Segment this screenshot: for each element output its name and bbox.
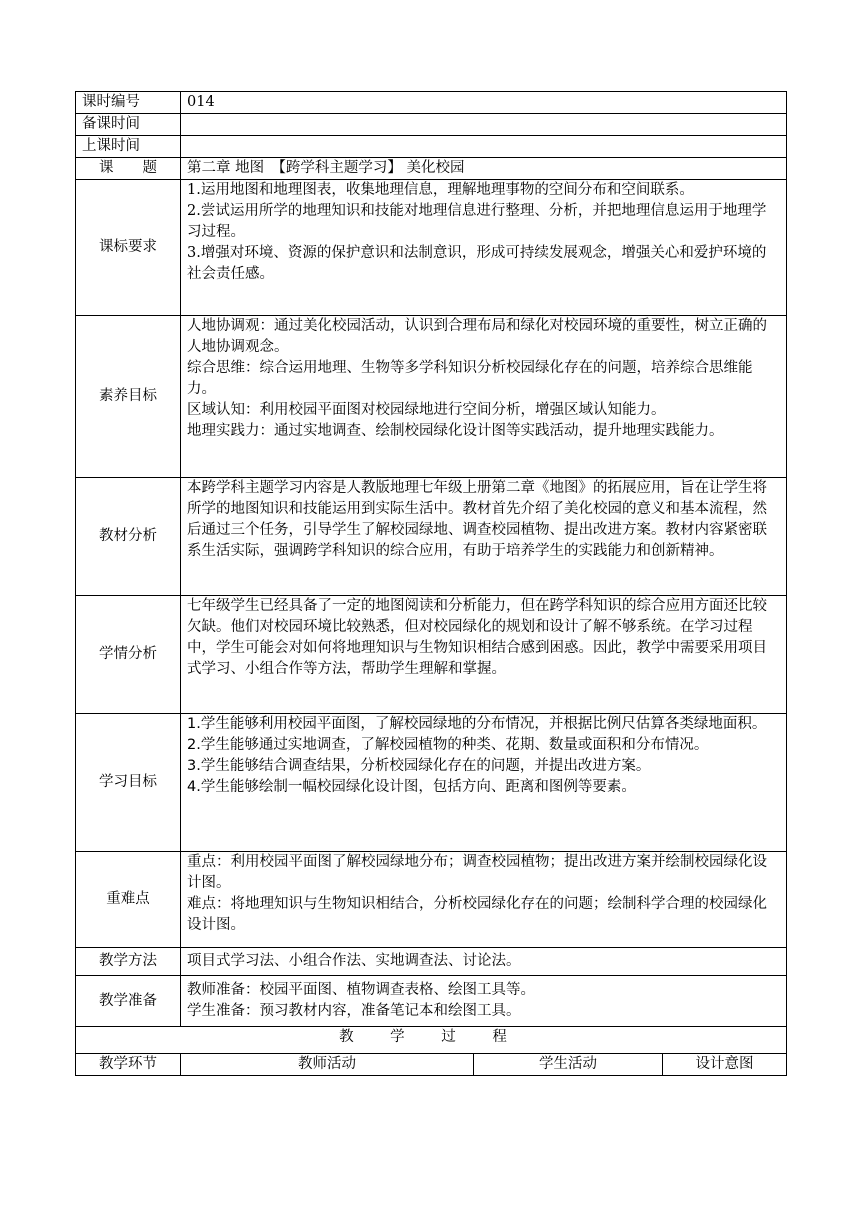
objective-item: 4.学生能够绘制一幅校园绿化设计图，包括方向、距离和图例等要素。 — [187, 779, 636, 795]
row-textbook — [76, 478, 787, 596]
header-teaching-stage: 教学环节 — [76, 1054, 181, 1076]
objective-item: 2.学生能够通过实地调查，了解校园植物的种类、花期、数量或面积和分布情况。 — [187, 737, 709, 753]
key-points-content — [181, 852, 787, 948]
key-points-label: 重难点 — [76, 852, 181, 948]
row-students — [76, 596, 787, 714]
row-standards — [76, 180, 787, 316]
header-student-activity: 学生活动 — [474, 1054, 663, 1076]
literacy-item: 人地协调观：通过美化校园活动，认识到合理布局和绿化对校园环境的重要性，树立正确的人地协调观念。 — [187, 318, 767, 355]
row-class-time — [76, 136, 787, 158]
topic-label: 课 题 — [76, 158, 181, 180]
key-point-item: 难点：将地理知识与生物知识相结合，分析校园绿化存在的问题；绘制科学合理的校园绿化设计图。 — [187, 896, 767, 933]
topic-value: 第二章 地图 【跨学科主题学习】 美化校园 — [181, 158, 787, 180]
students-content: 七年级学生已经具备了一定的地图阅读和分析能力，但在跨学科知识的综合应用方面还比较欠缺。他们对校园环境比较熟悉，但对校园绿化的规划和设计了解不够系统。在学习过程中，学生可能会对如何将地理知识与生物知识相结合感到困惑。因此，教学中需要采用项目式学习、小组合作等方法，帮助学生理解和掌握。 — [181, 596, 787, 714]
methods-label: 教学方法 — [76, 948, 181, 976]
row-methods — [76, 948, 787, 976]
students-label: 学情分析 — [76, 596, 181, 714]
header-teacher-activity: 教师活动 — [181, 1054, 474, 1076]
preparation-item: 教师准备：校园平面图、植物调查表格、绘图工具等。 — [187, 982, 535, 998]
objective-item: 3.学生能够结合调查结果，分析校园绿化存在的问题，并提出改进方案。 — [187, 758, 651, 774]
objective-item: 1.学生能够利用校园平面图，了解校园绿地的分布情况，并根据比例尺估算各类绿地面积。 — [187, 716, 767, 732]
row-process-headers — [76, 1054, 787, 1076]
textbook-content: 本跨学科主题学习内容是人教版地理七年级上册第二章《地图》的拓展应用，旨在让学生将所学的地图知识和技能运用到实际生活中。教材首先介绍了美化校园的意义和基本流程，然后通过三个任务，引导学生了解校园绿地、调查校园植物、提出改进方案。教材内容紧密联系生活实际，强调跨学科知识的综合应用，有助于培养学生的实践能力和创新精神。 — [181, 478, 787, 596]
literacy-content — [181, 316, 787, 478]
row-literacy — [76, 316, 787, 478]
methods-content: 项目式学习法、小组合作法、实地调查法、讨论法。 — [181, 948, 787, 976]
standards-content — [181, 180, 787, 316]
key-point-item: 重点：利用校园平面图了解校园绿地分布；调查校园植物；提出改进方案并绘制校园绿化设计图。 — [187, 854, 767, 891]
row-prep-time — [76, 114, 787, 136]
row-key-points — [76, 852, 787, 948]
objectives-content — [181, 714, 787, 852]
header-design-intent: 设计意图 — [663, 1054, 787, 1076]
preparation-content — [181, 976, 787, 1027]
literacy-item: 区域认知：利用校园平面图对校园绿地进行空间分析，增强区域认知能力。 — [187, 402, 666, 418]
row-objectives — [76, 714, 787, 852]
prep-time-value — [181, 114, 787, 136]
preparation-item: 学生准备：预习教材内容，准备笔记本和绘图工具。 — [187, 1003, 521, 1019]
textbook-label: 教材分析 — [76, 478, 181, 596]
lesson-plan-table — [75, 91, 787, 1076]
objectives-label: 学习目标 — [76, 714, 181, 852]
row-preparation — [76, 976, 787, 1027]
standards-item: 2.尝试运用所学的地理知识和技能对地理信息进行整理、分析，并把地理信息运用于地理学习过程。 — [187, 203, 767, 240]
class-time-value — [181, 136, 787, 158]
class-time-label: 上课时间 — [76, 136, 181, 158]
standards-item: 1.运用地图和地理图表，收集地理信息，理解地理事物的空间分布和空间联系。 — [187, 182, 694, 198]
prep-time-label: 备课时间 — [76, 114, 181, 136]
literacy-item: 地理实践力：通过实地调查、绘制校园绿化设计图等实践活动，提升地理实践能力。 — [187, 423, 724, 439]
literacy-label: 素养目标 — [76, 316, 181, 478]
standards-label: 课标要求 — [76, 180, 181, 316]
standards-item: 3.增强对环境、资源的保护意识和法制意识，形成可持续发展观念，增强关心和爱护环境的社会责任感。 — [187, 245, 767, 282]
literacy-item: 综合思维：综合运用地理、生物等多学科知识分析校园绿化存在的问题，培养综合思维能力。 — [187, 360, 753, 397]
row-process-title — [76, 1027, 787, 1054]
row-topic — [76, 158, 787, 180]
lesson-no-label: 课时编号 — [76, 92, 181, 114]
row-lesson-no — [76, 92, 787, 114]
lesson-no-value: 014 — [181, 92, 787, 114]
preparation-label: 教学准备 — [76, 976, 181, 1027]
process-title: 教 学 过 程 — [76, 1027, 787, 1054]
